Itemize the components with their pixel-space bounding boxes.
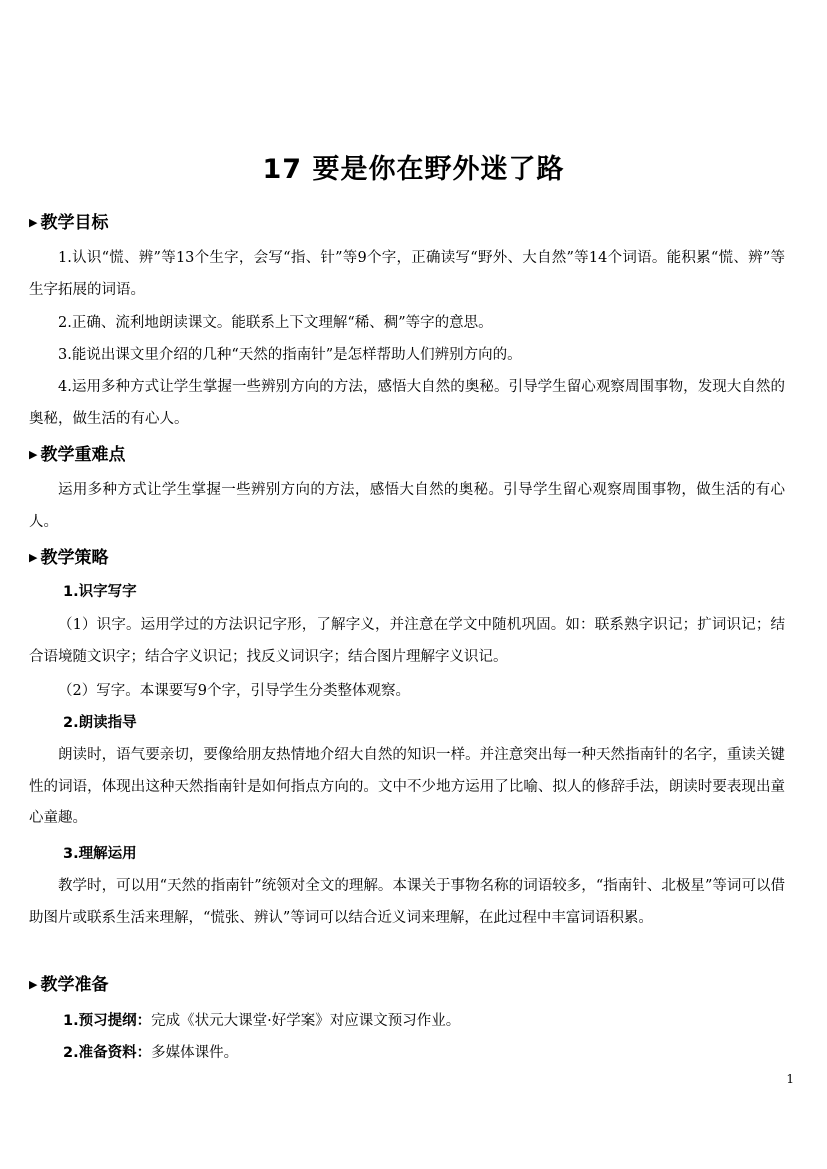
strategy-paragraph: （1）识字。运用学过的方法识记字形，了解字义，并注意在学文中随机巩固。如：联系熟字识记；扩词识记；结合语境随文识字；结合字义识记；找反义词识字；结合图片理解字义识记。 bbox=[29, 617, 785, 665]
strategy-paragraph: 朗读时，语气要亲切，要像给朋友热情地介绍大自然的知识一样。并注意突出每一种天然指南针的名字，重读关键性的词语，体现出这种天然指南针是如何指点方向的。文中不少地方运用了比喻、拟人的修辞手法，朗读时要表现出童心童趣。 bbox=[29, 747, 785, 826]
section-heading-label: 教学重难点 bbox=[40, 445, 126, 465]
section-heading-strategy bbox=[29, 546, 108, 570]
section-heading-preparation bbox=[29, 973, 108, 997]
triangle-bullet-icon: ▶ bbox=[29, 216, 38, 229]
triangle-bullet-icon: ▶ bbox=[29, 978, 38, 991]
preparation-item bbox=[63, 1009, 460, 1033]
section-heading-label: 教学准备 bbox=[40, 975, 109, 995]
preparation-text: 完成《状元大课堂·好学案》对应课文预习作业。 bbox=[151, 1013, 461, 1029]
strategy-sub-heading: 2.朗读指导 bbox=[63, 715, 137, 731]
objective-item: 1.认识“慌、辨”等13个生字，会写“指、针”等9个字，正确读写“野外、大自然”等14个词语。能积累“慌、辨”等生字拓展的词语。 bbox=[29, 250, 785, 298]
page-number: 1 bbox=[786, 1072, 794, 1086]
strategy-sub-heading: 3.理解运用 bbox=[63, 846, 137, 862]
objective-item: 4.运用多种方式让学生掌握一些辨别方向的方法，感悟大自然的奥秘。引导学生留心观察周围事物，发现大自然的奥秘，做生活的有心人。 bbox=[29, 379, 785, 427]
strategy-paragraph: 教学时，可以用“天然的指南针”统领对全文的理解。本课关于事物名称的词语较多，“指南针、北极星”等词可以借助图片或联系生活来理解，“慌张、辨认”等词可以结合近义词来理解，在此过程中丰富词语积累。 bbox=[29, 878, 785, 926]
page-title: 17 要是你在野外迷了路 bbox=[262, 154, 565, 185]
section-heading-key-points bbox=[29, 443, 125, 467]
strategy-paragraph: （2）写字。本课要写9个字，引导学生分类整体观察。 bbox=[58, 683, 410, 699]
preparation-label: 2.准备资料： bbox=[63, 1045, 152, 1061]
key-points-text: 运用多种方式让学生掌握一些辨别方向的方法，感悟大自然的奥秘。引导学生留心观察周围事物，做生活的有心人。 bbox=[29, 482, 785, 530]
objective-item: 3.能说出课文里介绍的几种“天然的指南针”是怎样帮助人们辨别方向的。 bbox=[58, 347, 522, 363]
strategy-sub-heading: 1.识字写字 bbox=[63, 584, 137, 600]
objective-item: 2.正确、流利地朗读课文。能联系上下文理解“稀、稠”等字的意思。 bbox=[58, 315, 493, 331]
section-heading-label: 教学策略 bbox=[40, 548, 109, 568]
section-heading-label: 教学目标 bbox=[40, 213, 109, 233]
preparation-text: 多媒体课件。 bbox=[151, 1045, 239, 1061]
triangle-bullet-icon: ▶ bbox=[29, 448, 38, 461]
triangle-bullet-icon: ▶ bbox=[29, 551, 38, 564]
preparation-item bbox=[63, 1041, 238, 1065]
section-heading-objectives bbox=[29, 211, 108, 235]
preparation-label: 1.预习提纲： bbox=[63, 1013, 152, 1029]
